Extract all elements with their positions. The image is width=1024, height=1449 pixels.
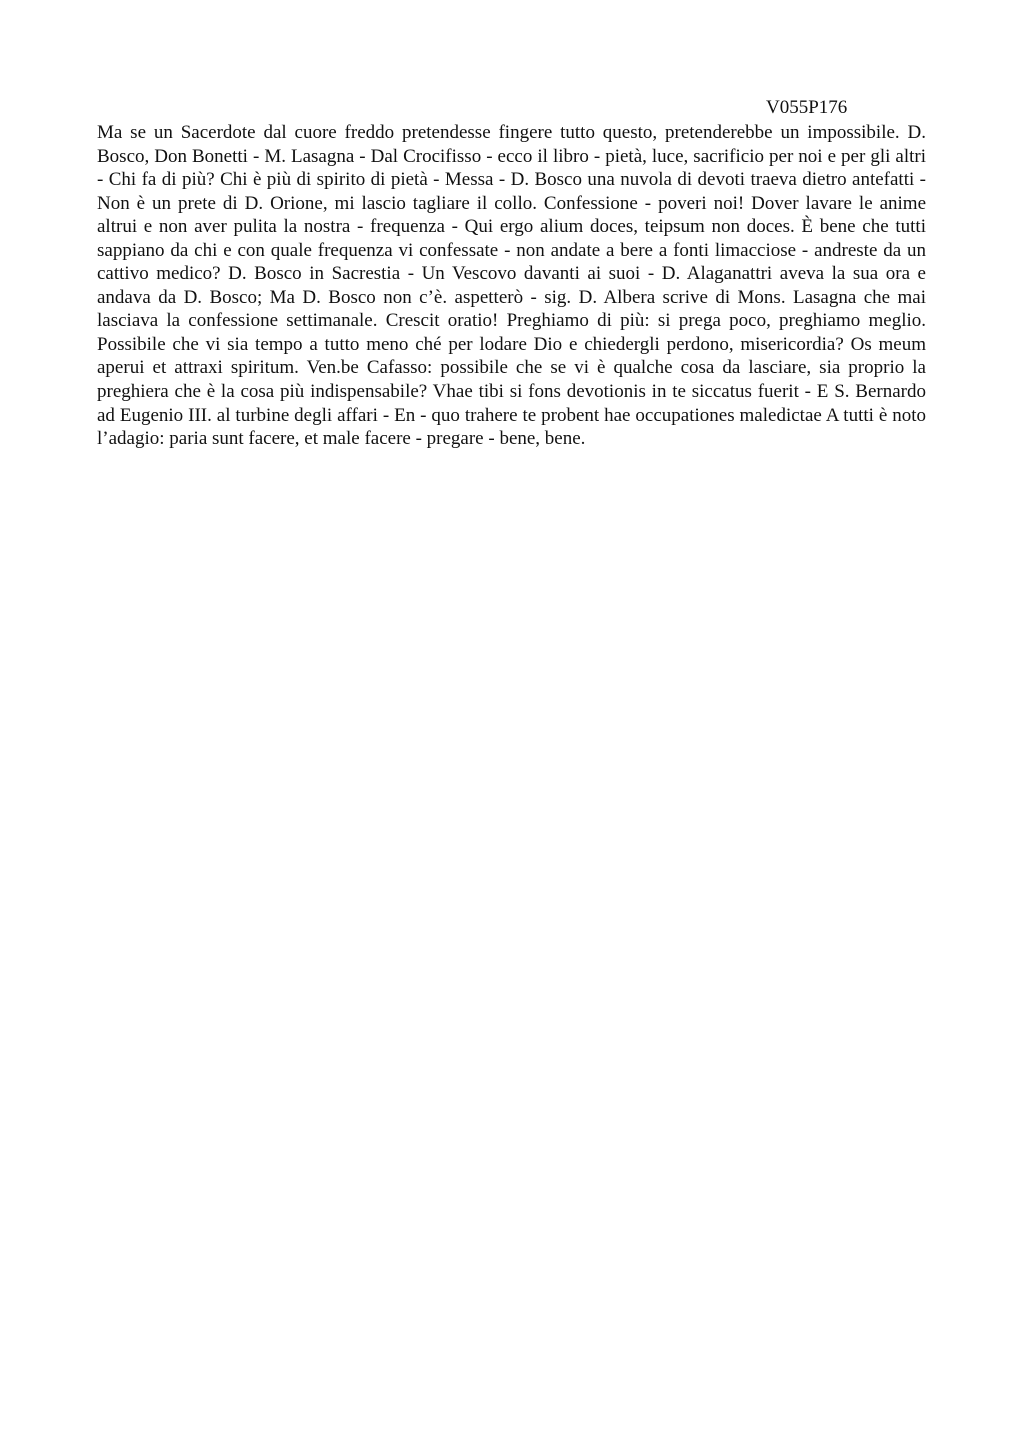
body-paragraph: Ma se un Sacerdote dal cuore freddo pretendesse fingere tutto questo, pretenderebbe un impossibile. D. Bosco, Don Bonetti - M. Lasagna - Dal Crocifisso - ecco il libro - pietà, luce, sacrificio per noi e per gli altri - Chi fa di più? Chi è più di spirito di pietà - Messa - D. Bosco una nuvola di devoti traeva dietro antefatti - Non è un prete di D. Orione, mi lascio tagliare il collo. Confessione - poveri noi! Dover lavare le anime altrui e non aver pulita la nostra - frequenza - Qui ergo alium doces, teipsum non doces. È bene che tutti sappiano da chi e con quale frequenza vi confessate - non andate a bere a fonti limacciose - andreste da un cattivo medico? D. Bosco in Sacrestia - Un Vescovo davanti ai suoi - D. Alaganattri aveva la sua ora e andava da D. Bosco; Ma D. Bosco non c’è. aspetterò - sig. D. Albera scrive di Mons. Lasagna che mai lasciava la confessione settimanale. Crescit oratio! Preghiamo di più: si prega poco, preghiamo meglio. Possibile che vi sia tempo a tutto meno ché per lodare Dio e chiedergli perdono, misericordia? Os meum aperui et attraxi spiritum. Ven.be Cafasso: possibile che se vi è qualche cosa da lasciare, sia proprio la preghiera che è la cosa più indispensabile? Vhae tibi si fons devotionis in te siccatus fuerit - E S. Bernardo ad Eugenio III. al turbine degli affari - En - quo trahere te probent hae occupationes maledictae A tutti è noto l’adagio: paria sunt facere, et male facere - pregare - bene, bene.: [97, 122, 926, 450]
page-reference-code: V055P176: [766, 97, 848, 118]
